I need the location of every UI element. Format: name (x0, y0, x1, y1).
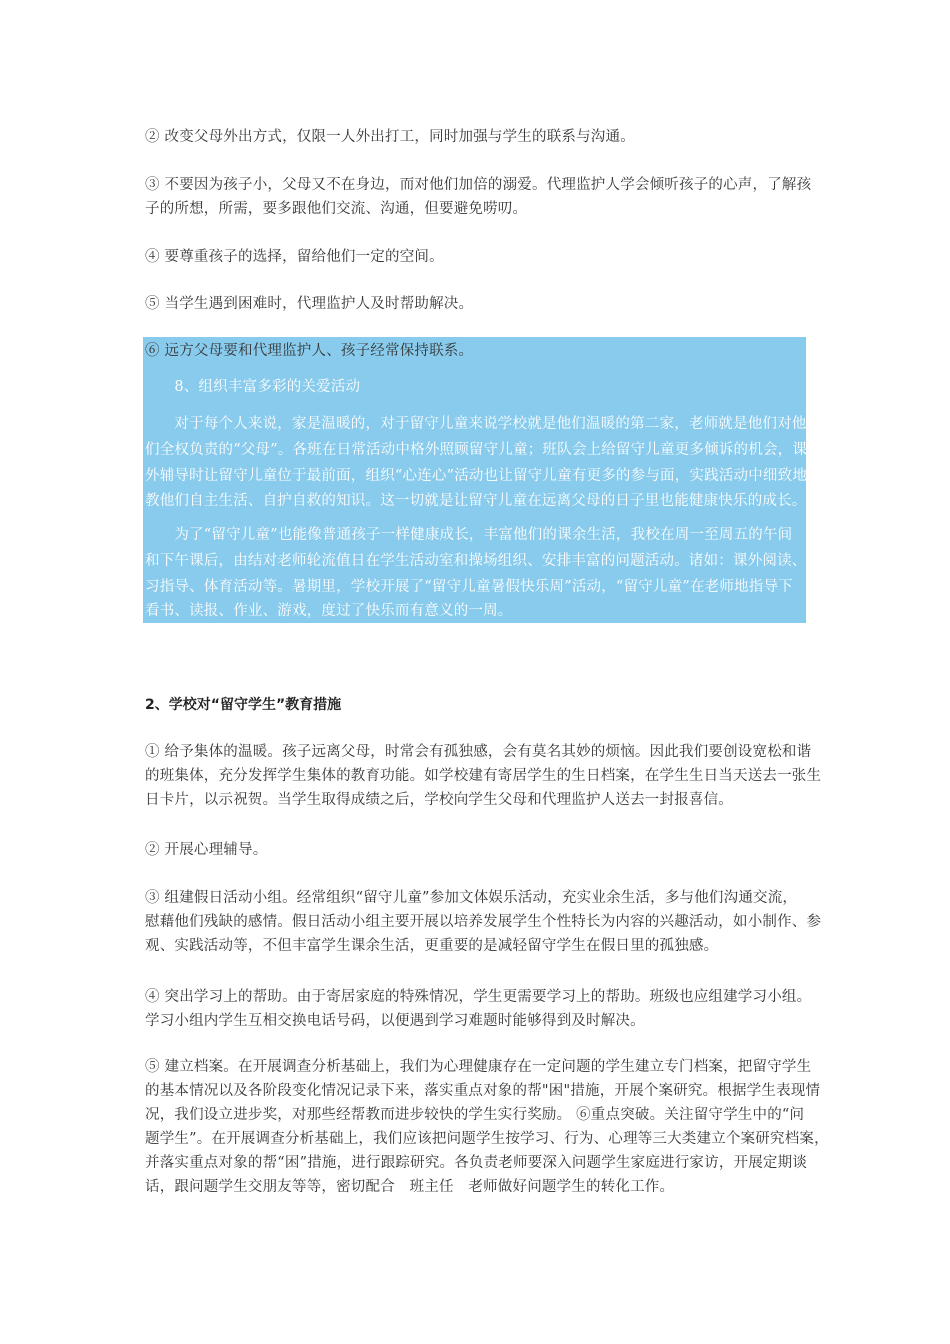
highlight-row: 对于每个人来说，家是温暖的，对于留守儿童来说学校就是他们温暖的第二家，老师就是他们对他 (145, 416, 807, 432)
section-heading: 2、学校对“留守学生”教育措施 (145, 697, 342, 713)
text-line: 的班集体，充分发挥学生集体的教育功能。如学校建有寄居学生的生日档案，在学生生日当天送去一张生 (145, 768, 822, 784)
paragraph-bottom-2 (145, 838, 815, 862)
text-line: 况，我们设立进步奖，对那些经帮教而进步较快的学生实行奖励。 ⑥重点突破。关注留守学生中的“问 (145, 1107, 805, 1123)
text-line: ② 开展心理辅导。 (145, 842, 268, 858)
text-line: ③ 组建假日活动小组。经常组织“留守儿童”参加文体娱乐活动，充实业余生活，多与他们沟通交流， (145, 890, 798, 906)
text-line: ④ 要尊重孩子的选择，留给他们一定的空间。 (145, 249, 444, 265)
highlight-row: 教他们自主生活、自护自救的知识。这一切就是让留守儿童在远离父母的日子里也能健康快乐的成长。 (145, 493, 807, 509)
text-line: 观、实践活动等，不但丰富学生课余生活，更重要的是减轻留守学生在假日里的孤独感。 (145, 938, 719, 954)
text-line: 题学生”。在开展调查分析基础上，我们应该把问题学生按学习、行为、心理等三大类建立个案研究档案， (145, 1131, 829, 1147)
text-line: ③ 不要因为孩子小，父母又不在身边，而对他们加倍的溺爱。代理监护人学会倾听孩子的心声，了解孩 (145, 177, 812, 193)
text-line: 并落实重点对象的帮“困”措施，进行跟踪研究。各负责老师要深入问题学生家庭进行家访，开展定期谈 (145, 1155, 808, 1171)
paragraph-bottom-4 (145, 985, 815, 1033)
highlight-row: ⑥ 远方父母要和代理监护人、孩子经常保持联系。 (145, 343, 474, 359)
paragraph-top-3 (145, 245, 815, 269)
highlight-row: 为了“留守儿童”也能像普通孩子一样健康成长，丰富他们的课余生活，我校在周一至周五的午间 (145, 527, 793, 543)
paragraph-bottom-1 (145, 740, 822, 812)
paragraph-top-2 (145, 173, 815, 221)
text-line: 慰藉他们残缺的感情。假日活动小组主要开展以培养发展学生个性特长为内容的兴趣活动，如小制作、参 (145, 914, 822, 930)
highlight-row: 看书、读报、作业、游戏，度过了快乐而有意义的一周。 (145, 603, 513, 619)
paragraph-bottom-5 (145, 1055, 829, 1199)
paragraph-bottom-3 (145, 886, 822, 958)
text-line: ⑤ 当学生遇到困难时，代理监护人及时帮助解决。 (145, 296, 474, 312)
highlighted-block (143, 337, 822, 623)
paragraph-top-1 (145, 125, 815, 149)
highlight-row: 外辅导时让留守儿童位于最前面，组织“心连心”活动也让留守儿童有更多的参与面，实践活动中细致地 (145, 468, 808, 484)
text-line: ① 给予集体的温暖。孩子远离父母，时常会有孤独感，会有莫名其妙的烦恼。因此我们要创设宽松和谐 (145, 744, 812, 760)
text-line: ⑤ 建立档案。在开展调查分析基础上，我们为心理健康存在一定问题的学生建立专门档案，把留守学生 (145, 1059, 812, 1075)
highlight-row: 和下午课后，由结对老师轮流值日在学生活动室和操场组织、安排丰富的问题活动。诸如：课外阅读、学 (145, 553, 822, 569)
text-line: ② 改变父母外出方式，仅限一人外出打工，同时加强与学生的联系与沟通。 (145, 129, 635, 145)
highlight-subheading: 8、组织丰富多彩的关爱活动 (145, 379, 361, 395)
text-line: 子的所想，所需，要多跟他们交流、沟通，但要避免唠叨。 (145, 201, 528, 217)
paragraph-top-4 (145, 292, 815, 316)
highlight-row: 习指导、体育活动等。暑期里，学校开展了“留守儿童暑假快乐周”活动，“留守儿童”在老师地指导下 (145, 579, 793, 595)
text-line: 话，跟问题学生交朋友等等，密切配合 班主任 老师做好问题学生的转化工作。 (145, 1179, 675, 1195)
text-line: 日卡片，以示祝贺。当学生取得成绩之后，学校向学生父母和代理监护人送去一封报喜信。 (145, 792, 733, 808)
highlight-row: 们全权负责的“父母”。各班在日常活动中格外照顾留守儿童；班队会上给留守儿童更多倾诉的机会，课 (145, 442, 808, 458)
text-line: 的基本情况以及各阶段变化情况记录下来，落实重点对象的帮"困"措施，开展个案研究。根据学生表现情 (145, 1083, 821, 1099)
text-line: ④ 突出学习上的帮助。由于寄居家庭的特殊情况，学生更需要学习上的帮助。班级也应组建学习小组。 (145, 989, 812, 1005)
text-line: 学习小组内学生互相交换电话号码，以便遇到学习难题时能够得到及时解决。 (145, 1013, 645, 1029)
